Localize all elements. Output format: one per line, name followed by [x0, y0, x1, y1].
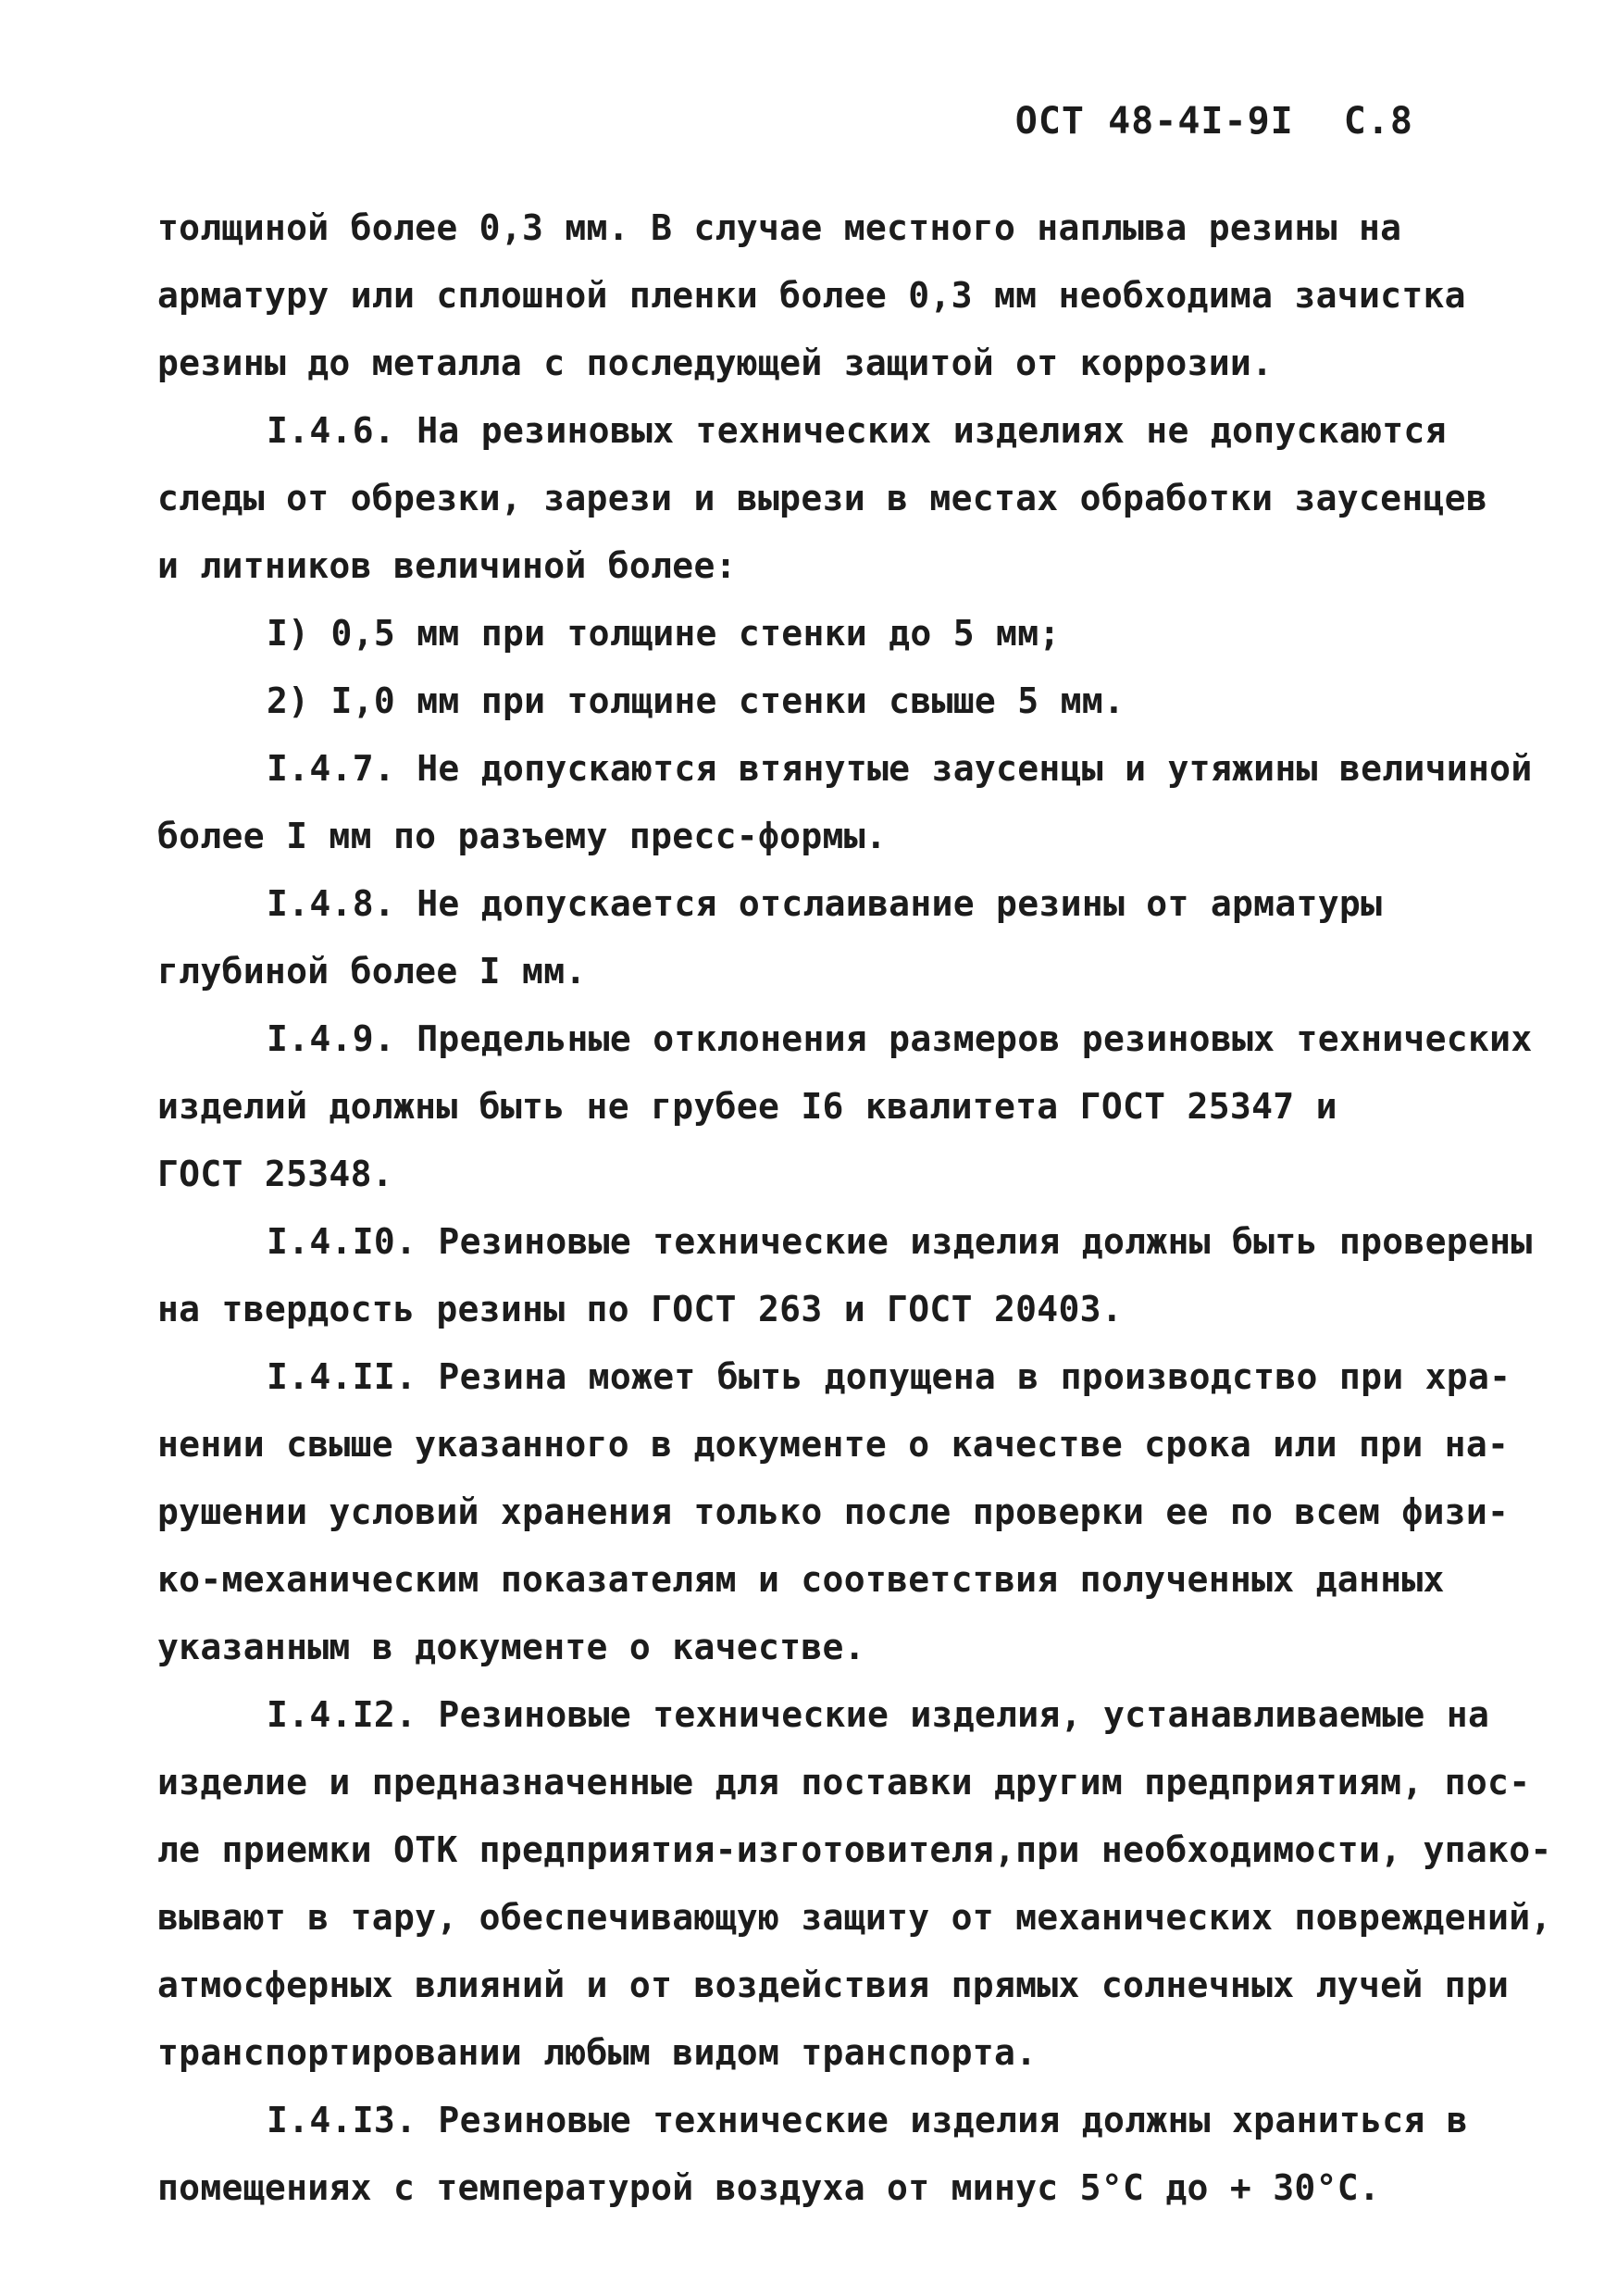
text-line: рушении условий хранения только после проверки ее по всем физи-	[157, 1491, 1510, 1532]
text-line: вывают в тару, обеспечивающую защиту от механических повреждений,	[157, 1897, 1552, 1938]
page-number: С.8	[1343, 100, 1413, 143]
page-header	[1015, 100, 1413, 143]
text-line: глубиной более I мм.	[157, 951, 587, 992]
document-body	[157, 194, 1552, 2222]
clause-1-4-11: I.4.II. Резина может быть допущена в производство при хра-	[267, 1356, 1511, 1397]
clause-1-4-13: I.4.I3. Резиновые технические изделия должны храниться в	[267, 2100, 1468, 2140]
clause-1-4-10: I.4.I0. Резиновые технические изделия должны быть проверены	[267, 1221, 1533, 1262]
text-line: атмосферных влияний и от воздействия прямых солнечных лучей при	[157, 1965, 1510, 2005]
text-line: изделий должны быть не грубее I6 квалитета ГОСТ 25347 и	[157, 1086, 1337, 1127]
document-code: ОСТ 48-4I-9I	[1014, 100, 1294, 143]
text-line: на твердость резины по ГОСТ 263 и ГОСТ 20403.	[157, 1289, 1124, 1329]
text-line: помещениях с температурой воздуха от минус 5°С до + 30°С.	[157, 2167, 1381, 2208]
clause-1-4-12: I.4.I2. Резиновые технические изделия, устанавливаемые на	[267, 1694, 1490, 1735]
clause-1-4-9: I.4.9. Предельные отклонения размеров резиновых технических	[267, 1018, 1533, 1059]
text-line: более I мм по разъему пресс-формы.	[157, 816, 888, 856]
text-line: ле приемки ОТК предприятия-изготовителя,при необходимости, упако-	[157, 1829, 1552, 1870]
text-line: изделие и предназначенные для поставки другим предприятиям, пос-	[157, 1762, 1531, 1803]
clause-1-4-7: I.4.7. Не допускаются втянутые заусенцы и утяжины величиной	[267, 748, 1533, 789]
list-item-1: I) 0,5 мм при толщине стенки до 5 мм;	[267, 613, 1061, 654]
text-line: нении свыше указанного в документе о качестве срока или при на-	[157, 1424, 1510, 1465]
text-line: и литников величиной более:	[157, 545, 737, 586]
text-line: транспортировании любым видом транспорта.	[157, 2032, 1038, 2073]
text-line: арматуру или сплошной пленки более 0,3 мм необходима зачистка	[157, 275, 1466, 316]
list-item-2: 2) I,0 мм при толщине стенки свыше 5 мм.	[267, 680, 1126, 721]
text-line: следы от обрезки, зарези и вырези в местах обработки заусенцев	[157, 478, 1488, 518]
clause-1-4-8: I.4.8. Не допускается отслаивание резины от арматуры	[267, 883, 1383, 924]
text-line: ГОСТ 25348.	[157, 1154, 393, 1194]
clause-1-4-6: I.4.6. На резиновых технических изделиях не допускаются	[267, 410, 1447, 451]
text-line: толщиной более 0,3 мм. В случае местного наплыва резины на	[157, 207, 1402, 248]
text-line: резины до металла с последующей защитой от коррозии.	[157, 343, 1274, 383]
text-line: указанным в документе о качестве.	[157, 1627, 865, 1667]
text-line: ко-механическим показателям и соответствия полученных данных	[157, 1559, 1445, 1600]
